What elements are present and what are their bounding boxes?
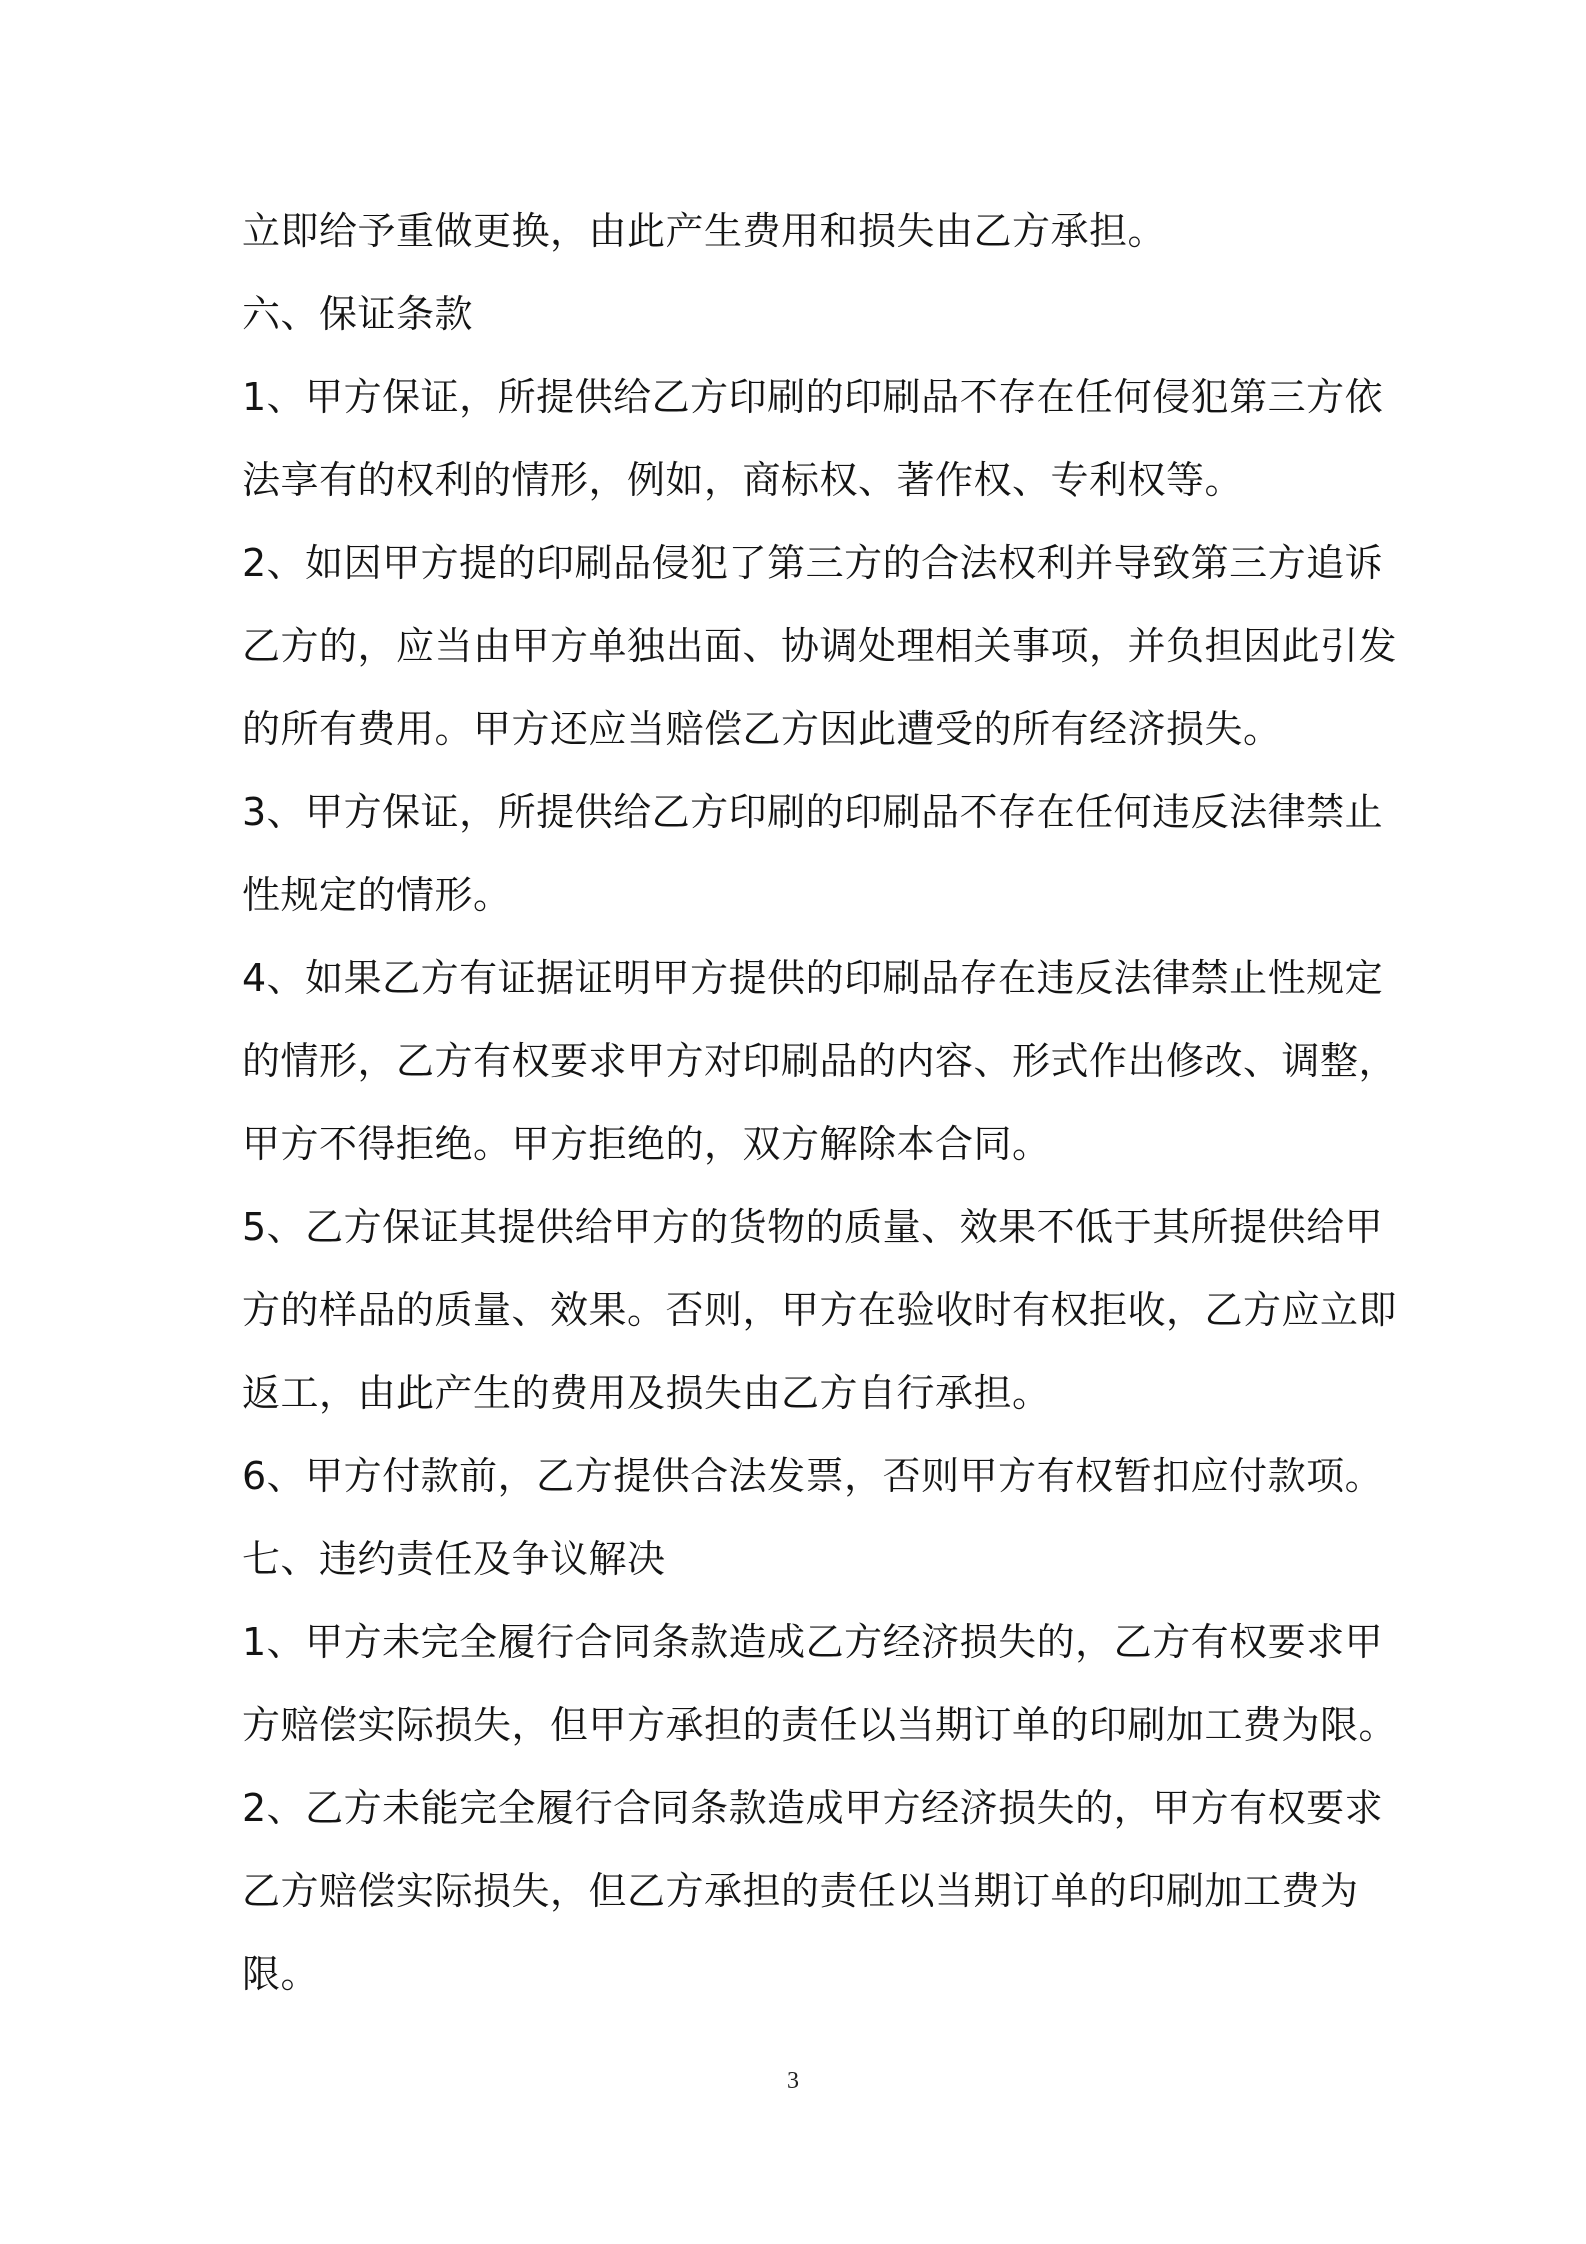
- section-heading: 六、保证条款: [242, 292, 474, 336]
- text-line: 1、甲方未完全履行合同条款造成乙方经济损失的，乙方有权要求甲: [242, 1620, 1384, 1664]
- text-line: 5、乙方保证其提供给甲方的货物的质量、效果不低于其所提供给甲: [242, 1205, 1384, 1249]
- text-line: 1、甲方保证，所提供给乙方印刷的印刷品不存在任何侵犯第三方依: [242, 375, 1384, 419]
- text-line: 2、乙方未能完全履行合同条款造成甲方经济损失的，甲方有权要求: [242, 1786, 1384, 1830]
- text-line: 乙方赔偿实际损失，但乙方承担的责任以当期订单的印刷加工费为: [242, 1869, 1359, 1913]
- text-line: 4、如果乙方有证据证明甲方提供的印刷品存在违反法律禁止性规定: [242, 956, 1384, 1000]
- text-line: 性规定的情形。: [242, 873, 512, 917]
- text-line: 限。: [242, 1952, 320, 1996]
- text-line: 乙方的，应当由甲方单独出面、协调处理相关事项，并负担因此引发: [242, 624, 1398, 668]
- text-line: 甲方不得拒绝。甲方拒绝的，双方解除本合同。: [242, 1122, 1051, 1166]
- text-line: 2、如因甲方提的印刷品侵犯了第三方的合法权利并导致第三方追诉: [242, 541, 1384, 585]
- text-line: 立即给予重做更换，由此产生费用和损失由乙方承担。: [242, 209, 1167, 253]
- page-number: 3: [787, 2068, 799, 2094]
- text-line: 6、甲方付款前，乙方提供合法发票，否则甲方有权暂扣应付款项。: [242, 1454, 1384, 1498]
- text-line: 方的样品的质量、效果。否则，甲方在验收时有权拒收，乙方应立即: [242, 1288, 1398, 1332]
- document-body: [242, 190, 1398, 2016]
- text-line: 的所有费用。甲方还应当赔偿乙方因此遭受的所有经济损失。: [242, 707, 1282, 751]
- text-line: 方赔偿实际损失，但甲方承担的责任以当期订单的印刷加工费为限。: [242, 1703, 1398, 1747]
- text-line: 法享有的权利的情形，例如，商标权、著作权、专利权等。: [242, 458, 1244, 502]
- text-line: 的情形，乙方有权要求甲方对印刷品的内容、形式作出修改、调整，: [242, 1039, 1398, 1083]
- section-heading: 七、违约责任及争议解决: [242, 1537, 666, 1581]
- text-line: 返工，由此产生的费用及损失由乙方自行承担。: [242, 1371, 1051, 1415]
- text-line: 3、甲方保证，所提供给乙方印刷的印刷品不存在任何违反法律禁止: [242, 790, 1384, 834]
